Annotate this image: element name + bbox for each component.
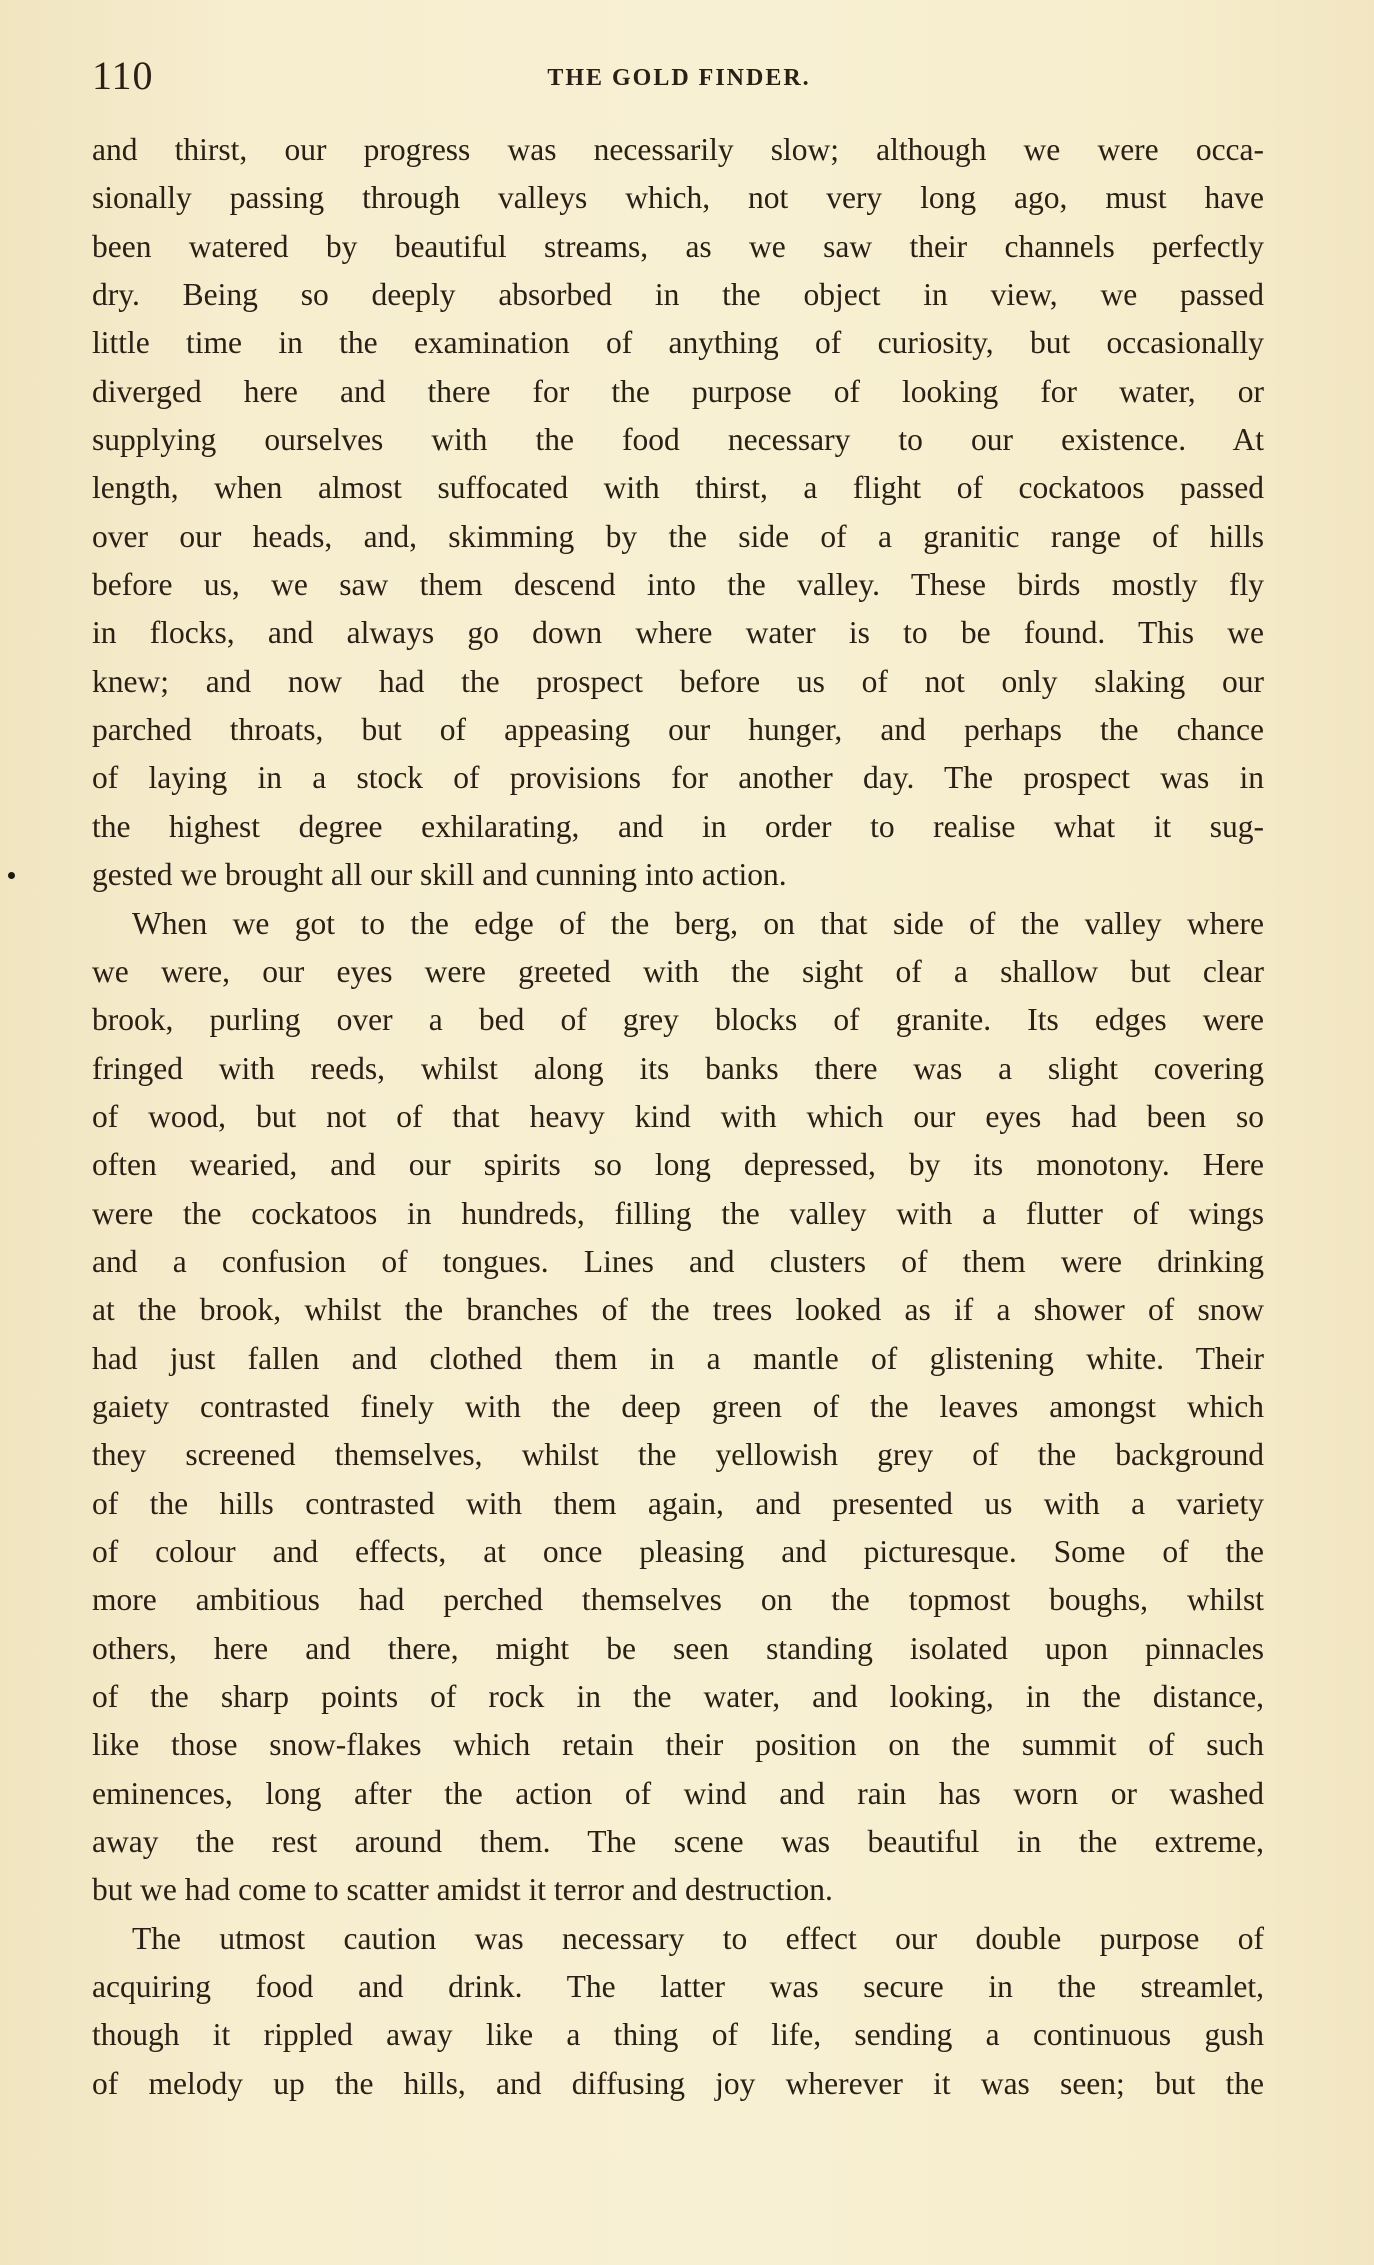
text-line: knew; and now had the prospect before us of not only slaking our [92,663,1264,699]
running-title: THE GOLD FINDER. [547,65,811,91]
text-line: they screened themselves, whilst the yellowish grey of the background [92,1437,1264,1473]
margin-dot [8,872,15,879]
body-text [92,126,1264,2108]
text-line: diverged here and there for the purpose of looking for water, or [92,373,1264,409]
text-line: of laying in a stock of provisions for another day. The prospect was in [92,760,1264,796]
text-line: more ambitious had perched themselves on the topmost boughs, whilst [92,1582,1264,1618]
text-line: had just fallen and clothed them in a mantle of glistening white. Their [92,1340,1264,1376]
text-line: brook, purling over a bed of grey blocks of granite. Its edges were [92,1002,1264,1038]
text-line: sionally passing through valleys which, not very long ago, must have [92,180,1264,216]
text-line: gaiety contrasted finely with the deep green of the leaves amongst which [92,1388,1264,1424]
text-line: and thirst, our progress was necessarily slow; although we were occa- [92,132,1264,167]
text-line: of the sharp points of rock in the water, and looking, in the distance, [92,1679,1264,1714]
text-line: and a confusion of tongues. Lines and clusters of them were drinking [92,1243,1264,1279]
text-line: often wearied, and our spirits so long depressed, by its monotony. Here [92,1147,1264,1183]
text-line: of the hills contrasted with them again, and presented us with a variety [92,1485,1264,1521]
text-line: supplying ourselves with the food necessary to our existence. At [92,422,1264,458]
text-line: gested we brought all our skill and cunning into action. [92,857,787,893]
text-line: before us, we saw them descend into the valley. These birds mostly fly [92,567,1264,603]
text-line: were the cockatoos in hundreds, filling the valley with a flutter of wings [92,1195,1264,1231]
text-line: The utmost caution was necessary to effect our double purpose of [132,1920,1264,1956]
text-line: dry. Being so deeply absorbed in the object in view, we passed [92,277,1264,313]
text-line: of colour and effects, at once pleasing and picturesque. Some of the [92,1533,1264,1569]
text-line: but we had come to scatter amidst it terror and destruction. [92,1872,833,1908]
text-line: others, here and there, might be seen standing isolated upon pinnacles [92,1630,1264,1666]
text-line: we were, our eyes were greeted with the sight of a shallow but clear [92,953,1264,989]
text-line: fringed with reeds, whilst along its banks there was a slight covering [92,1050,1264,1086]
text-line: been watered by beautiful streams, as we saw their channels perfectly [92,228,1264,264]
text-line: of melody up the hills, and diffusing joy wherever it was seen; but the [92,2065,1264,2101]
text-line: at the brook, whilst the branches of the trees looked as if a shower of snow [92,1292,1264,1328]
text-line: the highest degree exhilarating, and in order to realise what it sug- [92,808,1264,844]
text-line: parched throats, but of appeasing our hunger, and perhaps the chance [92,712,1264,748]
page-number: 110 [92,53,154,98]
text-line: though it rippled away like a thing of life, sending a continuous gush [92,2017,1264,2053]
text-line: away the rest around them. The scene was beautiful in the extreme, [92,1824,1264,1860]
text-line: over our heads, and, skimming by the side of a granitic range of hills [92,518,1264,554]
text-line: eminences, long after the action of wind and rain has worn or washed [92,1775,1264,1811]
text-line: When we got to the edge of the berg, on that side of the valley where [132,905,1264,941]
text-line: acquiring food and drink. The latter was secure in the streamlet, [92,1969,1264,2005]
text-line: in flocks, and always go down where water is to be found. This we [92,615,1264,651]
page-header [92,50,1266,102]
text-line: length, when almost suffocated with thirst, a flight of cockatoos passed [92,470,1264,506]
text-line: like those snow-flakes which retain their position on the summit of such [92,1727,1264,1763]
text-line: of wood, but not of that heavy kind with which our eyes had been so [92,1098,1264,1134]
text-line: little time in the examination of anything of curiosity, but occasionally [92,325,1264,361]
